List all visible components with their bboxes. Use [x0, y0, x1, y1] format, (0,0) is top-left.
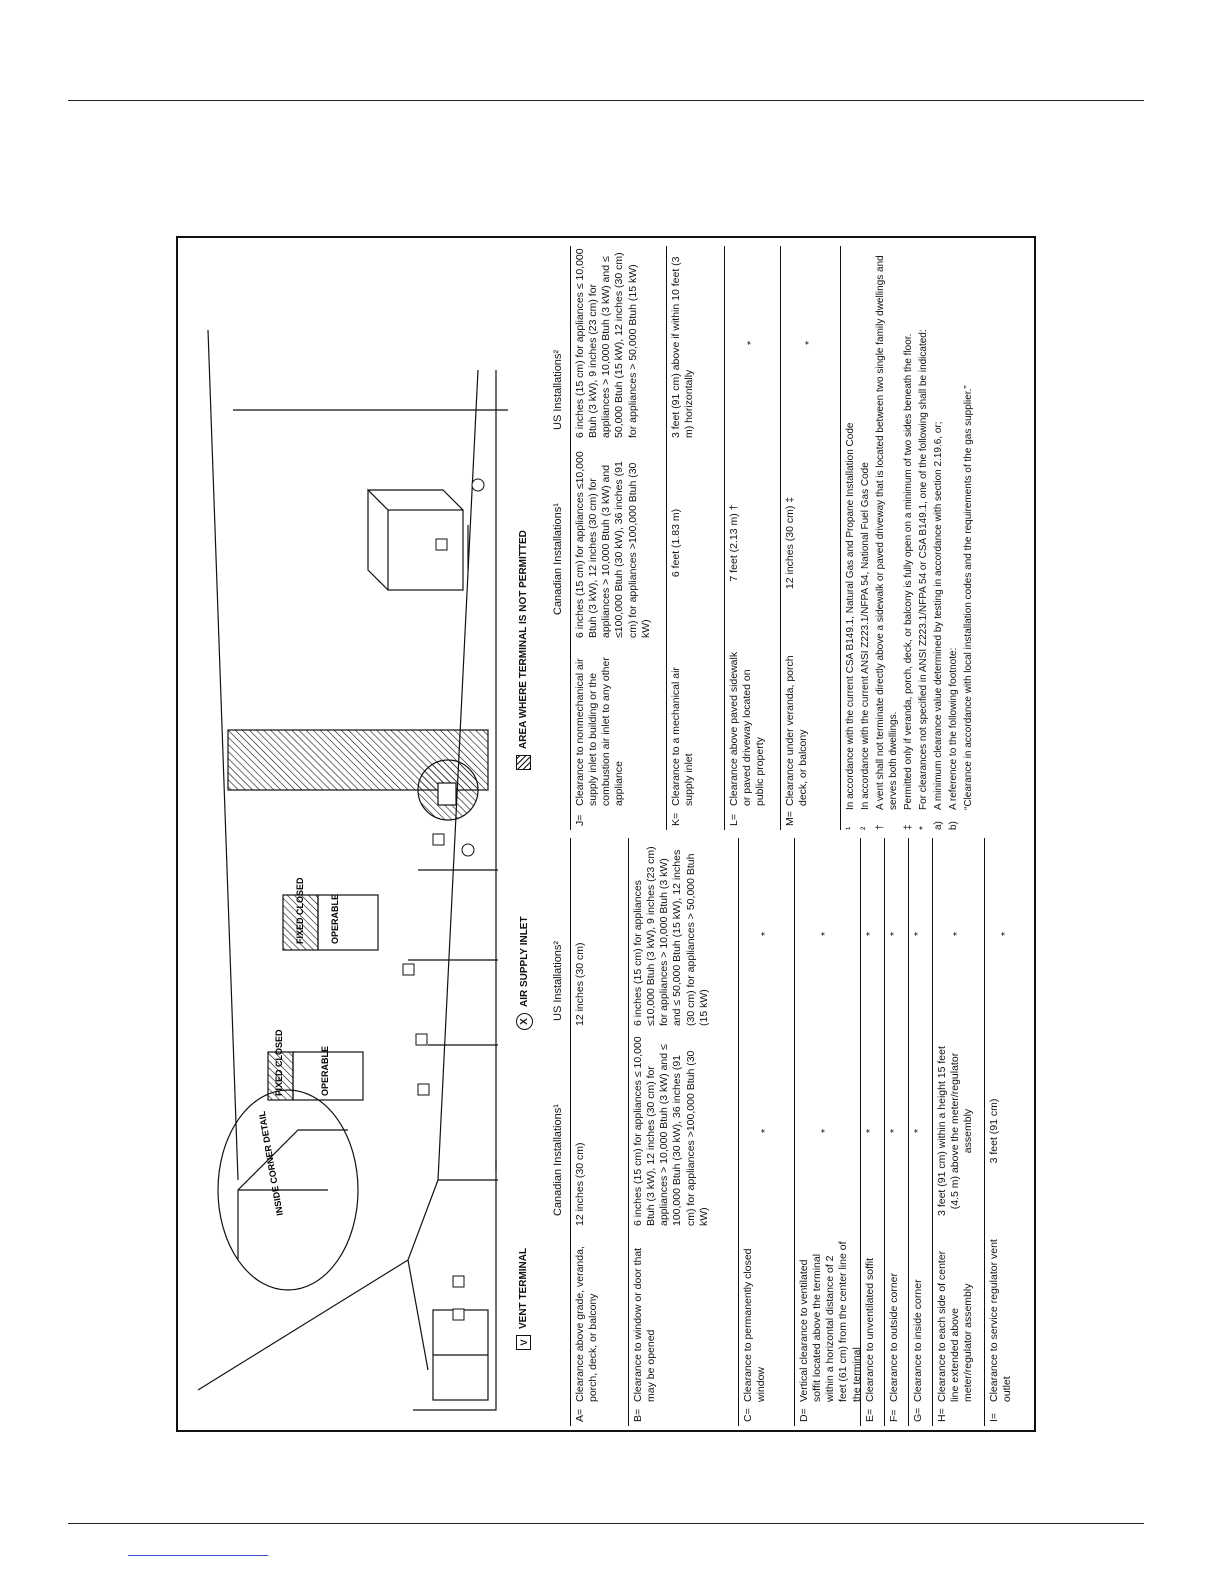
- row-label: C=: [742, 1408, 754, 1422]
- row-description: Clearance under veranda, porch deck, or balcony: [784, 655, 810, 806]
- us-value: 3 feet (91 cm) above if within 10 feet (3 m) horizontally: [670, 256, 696, 438]
- footnote: ² In accordance with the current ANSI Z223.1/NFPA 54, National Fuel Gas Code: [860, 462, 871, 830]
- canadian-value: *: [888, 1128, 900, 1134]
- us-value: 6 inches (15 cm) for appliances ≤10,000 Btuh (3 kW), 9 inches (23 cm) for appliances > 10,000 Btuh (3 kW) and ≤ 50,000 Btuh (15 kW), 12 inches (30 cm) for appliances > 50,000 Btuh (15 kW): [632, 846, 710, 1026]
- row-label: I=: [988, 1412, 1000, 1422]
- table-row: [570, 838, 629, 1426]
- footnote: “Clearance in accordance with local installation codes and the requirements of the gas supplier.”: [963, 385, 974, 810]
- canadian-value: 12 inches (30 cm): [574, 1142, 586, 1226]
- legend-air-supply-label: AIR SUPPLY INLET: [519, 916, 530, 1007]
- row-description: Vertical clearance to ventilated soffit located above the terminal within a horizontal distance of 2 feet (61 cm) from the center line of the terminal: [798, 1241, 863, 1402]
- fixed-closed-label-2: FIXED CLOSED: [274, 1029, 284, 1096]
- right-clearance-table: [548, 246, 1034, 830]
- vent-terminal-icon: [418, 1084, 429, 1095]
- operable-label-2: OPERABLE: [320, 1045, 330, 1096]
- table-row: [780, 246, 841, 830]
- legend: [512, 238, 536, 1430]
- canadian-value: *: [912, 1128, 924, 1134]
- footer-link-underline: [128, 1555, 268, 1556]
- inside-corner-detail-label: INSIDE CORNER DETAIL: [256, 1110, 285, 1217]
- row-description: Clearance to service regulator vent outlet: [988, 1239, 1014, 1402]
- clearance-tables: [548, 238, 1034, 1430]
- canadian-value: 6 inches (15 cm) for appliances ≤10,000 Btuh (3 kW), 12 inches (30 cm) for appliances > 10,000 Btuh (3 kW) and ≤100,000 Btuh (30 kW), 36 inches (91 cm) for appliances >100,000 Btuh (30 kW): [574, 451, 652, 638]
- right-table-header: [548, 246, 570, 830]
- footnote: ¹ In accordance with the current CSA B149.1, Natural Gas and Propane Installation Code: [845, 422, 856, 830]
- hatch-area-icon: [516, 755, 531, 770]
- figure-frame: [176, 236, 1036, 1432]
- canadian-value: 3 feet (91 cm): [988, 1098, 1000, 1164]
- table-row: [932, 838, 985, 1426]
- table-row: [860, 838, 885, 1426]
- footnote: a) A minimum clearance value determined by testing in accordance with section 2.19.6, or;: [933, 421, 944, 830]
- vent-terminal-icon: V: [516, 1335, 531, 1350]
- air-supply-inlet-icon: [472, 479, 484, 491]
- table-row: [666, 246, 725, 830]
- canadian-value: *: [759, 1128, 771, 1134]
- us-value: *: [888, 931, 900, 937]
- vent-terminal-icon: [436, 539, 447, 550]
- notes-divider: [840, 246, 841, 830]
- row-label: G=: [912, 1407, 924, 1422]
- row-label: F=: [888, 1409, 900, 1422]
- footnote: ‡ Permitted only if veranda, porch, deck, or balcony is fully open on a minimum of two sides beneath the floor.: [903, 333, 914, 830]
- header-rule: [68, 100, 1144, 101]
- row-description: Clearance to nonmechanical air supply inlet to building or the combustion air inlet to any other appliance: [574, 657, 626, 806]
- vent-terminal-icon: [453, 1276, 464, 1287]
- table-row: [738, 838, 795, 1426]
- footnote: * For clearances not specified in ANSI Z223.1/NFPA 54 or CSA B149.1, one of the following shall be indicated:: [918, 329, 929, 830]
- us-value: *: [999, 931, 1011, 937]
- vent-terminal-icon: [453, 1309, 464, 1320]
- row-description: Clearance to permanently closed window: [742, 1248, 768, 1402]
- row-label: K=: [670, 812, 682, 826]
- footnotes: [844, 246, 977, 830]
- table-row: [884, 838, 909, 1426]
- vent-terminal-icon: [416, 1034, 427, 1045]
- us-value: *: [912, 931, 924, 937]
- row-label: D=: [798, 1408, 810, 1422]
- row-description: Clearance above paved sidewalk or paved driveway located on public property: [728, 651, 767, 806]
- legend-not-permitted-label: AREA WHERE TERMINAL IS NOT PERMITTED: [518, 530, 529, 749]
- air-supply-inlet-icon: X: [516, 1013, 533, 1030]
- table-row: [724, 246, 781, 830]
- row-label: A=: [574, 1408, 586, 1422]
- header-us: US Installations²: [552, 940, 564, 1021]
- vent-terminal-icon: [433, 834, 444, 845]
- canadian-value: 3 feet (91 cm) within a height 15 feet (4.5 m) above the meter/regulator assembly: [936, 1046, 975, 1216]
- canadian-value: 7 feet (2.13 m) †: [728, 504, 740, 582]
- legend-vent-terminal: [516, 1248, 531, 1350]
- footer-rule: [68, 1523, 1144, 1524]
- us-value: *: [803, 340, 815, 346]
- row-label: M=: [784, 811, 796, 826]
- rotated-figure: [178, 238, 1034, 1430]
- us-value: 12 inches (30 cm): [574, 942, 586, 1026]
- air-supply-inlet-icon: [462, 844, 474, 856]
- vent-terminal-icon: [403, 964, 414, 975]
- table-row: [570, 246, 667, 830]
- footnote: † A vent shall not terminate directly above a sidewalk or paved driveway that is located between two single family dwellings and serves both dwellings.: [875, 255, 899, 830]
- canadian-value: *: [819, 1128, 831, 1134]
- us-value: 6 inches (15 cm) for appliances ≤ 10,000 Btuh (3 kW), 9 inches (23 cm) for appliances > 10,000 Btuh (3 kW) and ≤ 50,000 Btuh (15 kW), 12 inches (30 cm) for appliances > 50,000 Btuh (15 kW): [574, 248, 639, 438]
- legend-not-permitted: [516, 530, 531, 770]
- table-row: [984, 838, 1031, 1426]
- operable-label: OPERABLE: [330, 893, 340, 944]
- legend-vent-terminal-label: VENT TERMINAL: [518, 1247, 529, 1329]
- us-value: *: [819, 931, 831, 937]
- header-us: US Installations²: [552, 349, 564, 430]
- legend-air-supply-inlet: [516, 916, 533, 1030]
- left-table-header: [548, 838, 570, 1426]
- table-row: [794, 838, 861, 1426]
- roof-line-left: [198, 1180, 438, 1390]
- row-description: Clearance to outside corner: [888, 1273, 900, 1402]
- us-value: *: [864, 931, 876, 937]
- table-row: [628, 838, 739, 1426]
- row-description: Clearance to window or door that may be opened: [632, 1247, 658, 1402]
- canadian-value: 6 inches (15 cm) for appliances ≤ 10,000 Btuh (3 kW), 12 inches (30 cm) for appliances > 10,000 Btuh (3 kW) and ≤ 100,000 Btuh (30 kW), 36 inches (91 cm) for appliances >100,000 Btuh (30 kW): [632, 1036, 710, 1226]
- table-row: [908, 838, 933, 1426]
- left-clearance-table: [548, 838, 1034, 1426]
- fixed-closed-label: FIXED CLOSED: [295, 877, 305, 944]
- row-description: Clearance to each side of center line extended above meter/regulator assembly: [936, 1250, 975, 1402]
- footnote: b) A reference to the following footnote:: [948, 647, 959, 830]
- header-canadian: Canadian Installations¹: [552, 1104, 564, 1216]
- header-canadian: Canadian Installations¹: [552, 503, 564, 615]
- us-value: *: [951, 931, 963, 937]
- row-label: H=: [936, 1408, 948, 1422]
- canadian-value: 12 inches (30 cm) ‡: [784, 496, 796, 590]
- vent-clearance-illustration: [178, 238, 508, 1430]
- canadian-value: 6 feet (1.83 m): [670, 508, 682, 578]
- row-description: Clearance to inside corner: [912, 1279, 924, 1402]
- row-description: Clearance above grade, veranda, porch, deck, or balcony: [574, 1246, 600, 1402]
- row-label: J=: [574, 814, 586, 826]
- row-description: Clearance to unventilated soffit: [864, 1258, 876, 1402]
- us-value: *: [745, 340, 757, 346]
- row-description: Clearance to a mechanical air supply inlet: [670, 667, 696, 806]
- row-label: E=: [864, 1408, 876, 1422]
- row-label: L=: [728, 814, 740, 826]
- us-value: *: [759, 931, 771, 937]
- row-label: B=: [632, 1408, 644, 1422]
- canadian-value: *: [864, 1128, 876, 1134]
